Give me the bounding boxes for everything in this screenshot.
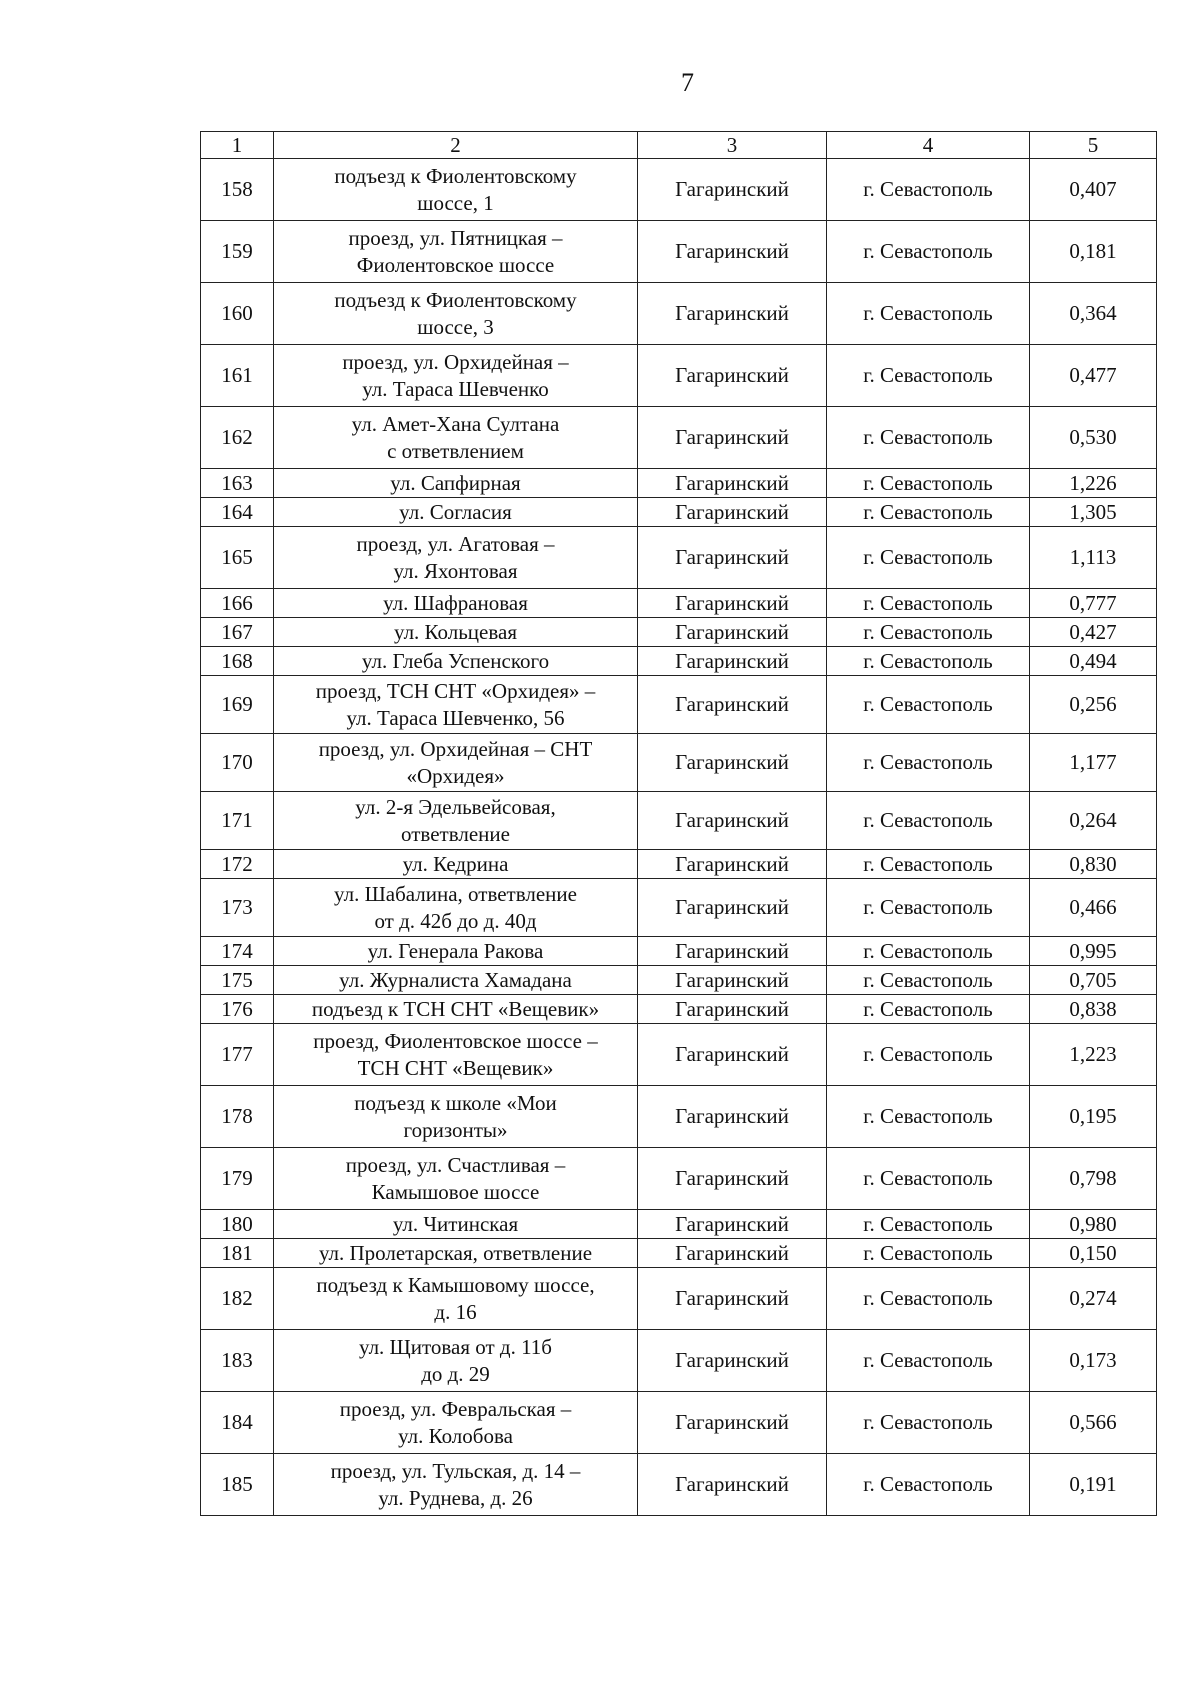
table-row [201, 527, 1157, 589]
city-cell: г. Севастополь [827, 1330, 1030, 1392]
row-number-cell: 159 [201, 221, 274, 283]
district-cell: Гагаринский [638, 345, 827, 407]
row-number-cell: 170 [201, 734, 274, 792]
length-cell: 0,494 [1030, 647, 1157, 676]
district-cell: Гагаринский [638, 647, 827, 676]
district-cell: Гагаринский [638, 527, 827, 589]
row-number-cell: 177 [201, 1024, 274, 1086]
length-cell: 0,830 [1030, 850, 1157, 879]
table-row [201, 1024, 1157, 1086]
city-cell: г. Севастополь [827, 527, 1030, 589]
district-cell: Гагаринский [638, 1239, 827, 1268]
row-number-cell: 175 [201, 966, 274, 995]
table-header-row [201, 132, 1157, 159]
header-col-1: 1 [201, 132, 274, 159]
road-name-cell: проезд, ул. Агатовая – ул. Яхонтовая [274, 527, 638, 589]
length-cell: 0,466 [1030, 879, 1157, 937]
city-cell: г. Севастополь [827, 1148, 1030, 1210]
city-cell: г. Севастополь [827, 589, 1030, 618]
row-number-cell: 166 [201, 589, 274, 618]
district-cell: Гагаринский [638, 1330, 827, 1392]
road-name-cell: ул. Читинская [274, 1210, 638, 1239]
road-name-cell: подъезд к Камышовому шоссе, д. 16 [274, 1268, 638, 1330]
row-number-cell: 163 [201, 469, 274, 498]
road-name-cell: проезд, ул. Тульская, д. 14 – ул. Руднева, д. 26 [274, 1454, 638, 1516]
row-number-cell: 180 [201, 1210, 274, 1239]
table-row [201, 1086, 1157, 1148]
page-number: 7 [681, 68, 694, 97]
length-cell: 0,173 [1030, 1330, 1157, 1392]
district-cell: Гагаринский [638, 937, 827, 966]
row-number-cell: 183 [201, 1330, 274, 1392]
district-cell: Гагаринский [638, 159, 827, 221]
district-cell: Гагаринский [638, 283, 827, 345]
road-name-cell: подъезд к Фиолентовскому шоссе, 1 [274, 159, 638, 221]
length-cell: 0,150 [1030, 1239, 1157, 1268]
district-cell: Гагаринский [638, 995, 827, 1024]
district-cell: Гагаринский [638, 221, 827, 283]
district-cell: Гагаринский [638, 1210, 827, 1239]
road-name-cell: ул. Щитовая от д. 11б до д. 29 [274, 1330, 638, 1392]
road-name-cell: ул. Кольцевая [274, 618, 638, 647]
length-cell: 1,113 [1030, 527, 1157, 589]
city-cell: г. Севастополь [827, 647, 1030, 676]
city-cell: г. Севастополь [827, 498, 1030, 527]
row-number-cell: 171 [201, 792, 274, 850]
row-number-cell: 172 [201, 850, 274, 879]
row-number-cell: 160 [201, 283, 274, 345]
length-cell: 0,191 [1030, 1454, 1157, 1516]
header-col-5: 5 [1030, 132, 1157, 159]
city-cell: г. Севастополь [827, 850, 1030, 879]
district-cell: Гагаринский [638, 966, 827, 995]
city-cell: г. Севастополь [827, 283, 1030, 345]
length-cell: 0,274 [1030, 1268, 1157, 1330]
table-row [201, 879, 1157, 937]
header-col-3: 3 [638, 132, 827, 159]
length-cell: 0,181 [1030, 221, 1157, 283]
table-row [201, 734, 1157, 792]
table-row [201, 966, 1157, 995]
length-cell: 0,407 [1030, 159, 1157, 221]
road-name-cell: ул. Шабалина, ответвление от д. 42б до д. 40д [274, 879, 638, 937]
table-row [201, 221, 1157, 283]
length-cell: 0,798 [1030, 1148, 1157, 1210]
district-cell: Гагаринский [638, 1268, 827, 1330]
length-cell: 0,477 [1030, 345, 1157, 407]
road-name-cell: ул. Сапфирная [274, 469, 638, 498]
length-cell: 0,705 [1030, 966, 1157, 995]
row-number-cell: 174 [201, 937, 274, 966]
road-name-cell: ул. Кедрина [274, 850, 638, 879]
roads-table [200, 131, 1157, 1516]
district-cell: Гагаринский [638, 792, 827, 850]
road-name-cell: подъезд к школе «Мои горизонты» [274, 1086, 638, 1148]
length-cell: 0,427 [1030, 618, 1157, 647]
district-cell: Гагаринский [638, 618, 827, 647]
header-col-2: 2 [274, 132, 638, 159]
table-row [201, 1268, 1157, 1330]
table-row [201, 469, 1157, 498]
row-number-cell: 184 [201, 1392, 274, 1454]
row-number-cell: 179 [201, 1148, 274, 1210]
road-name-cell: проезд, ул. Пятницкая – Фиолентовское шоссе [274, 221, 638, 283]
table-row [201, 283, 1157, 345]
length-cell: 1,305 [1030, 498, 1157, 527]
city-cell: г. Севастополь [827, 1454, 1030, 1516]
district-cell: Гагаринский [638, 879, 827, 937]
table-row [201, 1454, 1157, 1516]
district-cell: Гагаринский [638, 850, 827, 879]
length-cell: 0,777 [1030, 589, 1157, 618]
road-name-cell: ул. Глеба Успенского [274, 647, 638, 676]
district-cell: Гагаринский [638, 1454, 827, 1516]
row-number-cell: 185 [201, 1454, 274, 1516]
length-cell: 1,223 [1030, 1024, 1157, 1086]
table-row [201, 1239, 1157, 1268]
row-number-cell: 158 [201, 159, 274, 221]
city-cell: г. Севастополь [827, 469, 1030, 498]
table-row [201, 1330, 1157, 1392]
road-name-cell: проезд, ул. Орхидейная – СНТ «Орхидея» [274, 734, 638, 792]
district-cell: Гагаринский [638, 734, 827, 792]
city-cell: г. Севастополь [827, 618, 1030, 647]
table-row [201, 676, 1157, 734]
city-cell: г. Севастополь [827, 1239, 1030, 1268]
district-cell: Гагаринский [638, 407, 827, 469]
city-cell: г. Севастополь [827, 159, 1030, 221]
row-number-cell: 168 [201, 647, 274, 676]
city-cell: г. Севастополь [827, 1086, 1030, 1148]
city-cell: г. Севастополь [827, 937, 1030, 966]
row-number-cell: 181 [201, 1239, 274, 1268]
row-number-cell: 176 [201, 995, 274, 1024]
district-cell: Гагаринский [638, 676, 827, 734]
row-number-cell: 173 [201, 879, 274, 937]
district-cell: Гагаринский [638, 469, 827, 498]
table-row [201, 937, 1157, 966]
road-name-cell: подъезд к ТСН СНТ «Вещевик» [274, 995, 638, 1024]
table-row [201, 159, 1157, 221]
district-cell: Гагаринский [638, 1086, 827, 1148]
length-cell: 0,264 [1030, 792, 1157, 850]
length-cell: 0,838 [1030, 995, 1157, 1024]
city-cell: г. Севастополь [827, 966, 1030, 995]
district-cell: Гагаринский [638, 1024, 827, 1086]
table-row [201, 995, 1157, 1024]
city-cell: г. Севастополь [827, 1392, 1030, 1454]
road-name-cell: ул. Пролетарская, ответвление [274, 1239, 638, 1268]
row-number-cell: 162 [201, 407, 274, 469]
table-row [201, 850, 1157, 879]
city-cell: г. Севастополь [827, 879, 1030, 937]
row-number-cell: 178 [201, 1086, 274, 1148]
table-row [201, 498, 1157, 527]
road-name-cell: ул. Журналиста Хамадана [274, 966, 638, 995]
length-cell: 0,364 [1030, 283, 1157, 345]
city-cell: г. Севастополь [827, 407, 1030, 469]
row-number-cell: 161 [201, 345, 274, 407]
district-cell: Гагаринский [638, 498, 827, 527]
table-row [201, 792, 1157, 850]
length-cell: 0,980 [1030, 1210, 1157, 1239]
header-col-4: 4 [827, 132, 1030, 159]
road-name-cell: ул. Амет-Хана Султана с ответвлением [274, 407, 638, 469]
length-cell: 0,256 [1030, 676, 1157, 734]
road-name-cell: подъезд к Фиолентовскому шоссе, 3 [274, 283, 638, 345]
table-row [201, 618, 1157, 647]
table-body [201, 159, 1157, 1516]
city-cell: г. Севастополь [827, 1024, 1030, 1086]
length-cell: 1,177 [1030, 734, 1157, 792]
city-cell: г. Севастополь [827, 221, 1030, 283]
length-cell: 0,195 [1030, 1086, 1157, 1148]
road-name-cell: проезд, ул. Орхидейная – ул. Тараса Шевченко [274, 345, 638, 407]
road-name-cell: проезд, ТСН СНТ «Орхидея» – ул. Тараса Шевченко, 56 [274, 676, 638, 734]
road-name-cell: проезд, ул. Счастливая – Камышовое шоссе [274, 1148, 638, 1210]
city-cell: г. Севастополь [827, 345, 1030, 407]
district-cell: Гагаринский [638, 1148, 827, 1210]
road-name-cell: проезд, Фиолентовское шоссе – ТСН СНТ «Вещевик» [274, 1024, 638, 1086]
row-number-cell: 165 [201, 527, 274, 589]
table-row [201, 1148, 1157, 1210]
road-name-cell: ул. 2-я Эдельвейсовая, ответвление [274, 792, 638, 850]
length-cell: 1,226 [1030, 469, 1157, 498]
row-number-cell: 167 [201, 618, 274, 647]
district-cell: Гагаринский [638, 1392, 827, 1454]
city-cell: г. Севастополь [827, 792, 1030, 850]
road-name-cell: ул. Генерала Ракова [274, 937, 638, 966]
district-cell: Гагаринский [638, 589, 827, 618]
city-cell: г. Севастополь [827, 1210, 1030, 1239]
row-number-cell: 182 [201, 1268, 274, 1330]
road-name-cell: ул. Согласия [274, 498, 638, 527]
length-cell: 0,530 [1030, 407, 1157, 469]
table-row [201, 345, 1157, 407]
length-cell: 0,995 [1030, 937, 1157, 966]
city-cell: г. Севастополь [827, 734, 1030, 792]
table-row [201, 589, 1157, 618]
city-cell: г. Севастополь [827, 995, 1030, 1024]
table-row [201, 647, 1157, 676]
length-cell: 0,566 [1030, 1392, 1157, 1454]
city-cell: г. Севастополь [827, 1268, 1030, 1330]
road-name-cell: ул. Шафрановая [274, 589, 638, 618]
row-number-cell: 169 [201, 676, 274, 734]
table-row [201, 407, 1157, 469]
table-row [201, 1392, 1157, 1454]
row-number-cell: 164 [201, 498, 274, 527]
table-row [201, 1210, 1157, 1239]
road-name-cell: проезд, ул. Февральская – ул. Колобова [274, 1392, 638, 1454]
city-cell: г. Севастополь [827, 676, 1030, 734]
